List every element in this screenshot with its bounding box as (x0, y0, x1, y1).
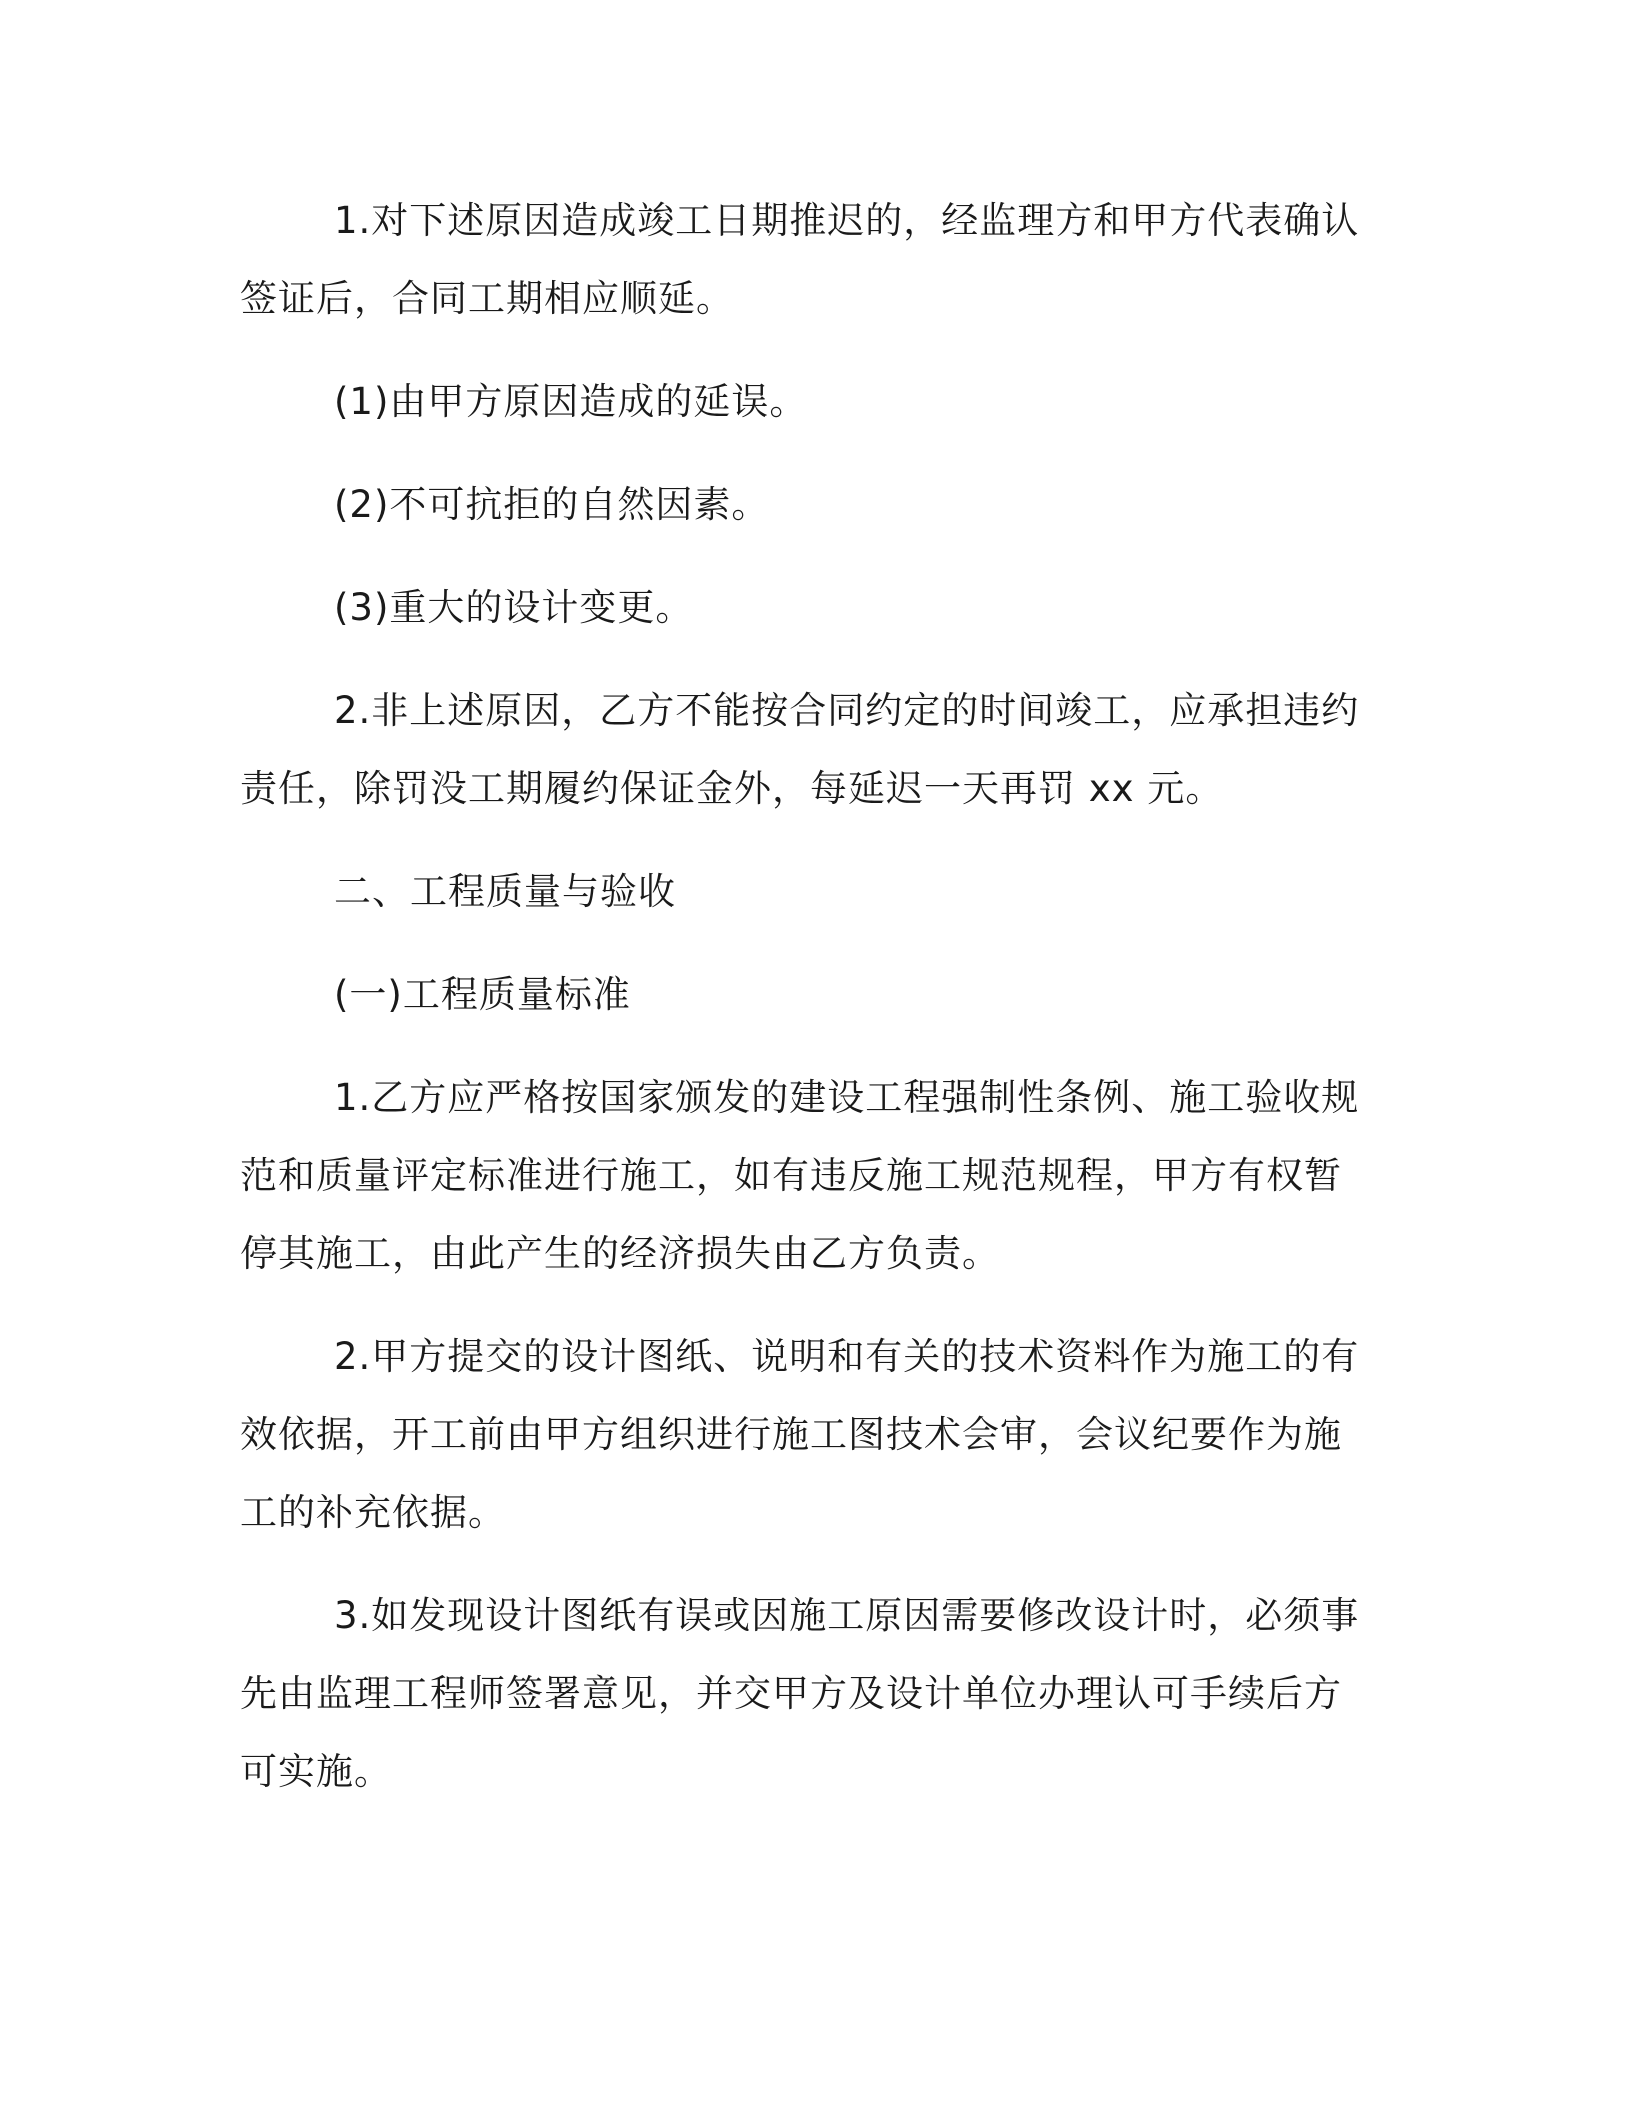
subsection-heading-standard: (一)工程质量标准 (334, 973, 631, 1016)
paragraph-item-1: (1)由甲方原因造成的延误。 (334, 380, 808, 423)
document-body (240, 182, 1370, 1811)
paragraph-standard-3: 3.如发现设计图纸有误或因施工原因需要修改设计时，必须事先由监理工程师签署意见，并交甲方及设计单位办理认可手续后方可实施。 (240, 1594, 1360, 1793)
paragraph-item-3: (3)重大的设计变更。 (334, 586, 694, 629)
paragraph-standard-1: 1.乙方应严格按国家颁发的建设工程强制性条例、施工验收规范和质量评定标准进行施工，如有违反施工规范规程，甲方有权暂停其施工，由此产生的经济损失由乙方负责。 (240, 1076, 1360, 1275)
paragraph-item-2: (2)不可抗拒的自然因素。 (334, 483, 770, 526)
section-heading-quality: 二、工程质量与验收 (334, 870, 676, 913)
paragraph-standard-2: 2.甲方提交的设计图纸、说明和有关的技术资料作为施工的有效依据，开工前由甲方组织进行施工图技术会审，会议纪要作为施工的补充依据。 (240, 1335, 1360, 1534)
paragraph-penalty: 2.非上述原因，乙方不能按合同约定的时间竣工，应承担违约责任，除罚没工期履约保证金外，每延迟一天再罚 xx 元。 (240, 689, 1360, 810)
paragraph-delay-extension: 1.对下述原因造成竣工日期推迟的，经监理方和甲方代表确认签证后，合同工期相应顺延。 (240, 199, 1360, 320)
